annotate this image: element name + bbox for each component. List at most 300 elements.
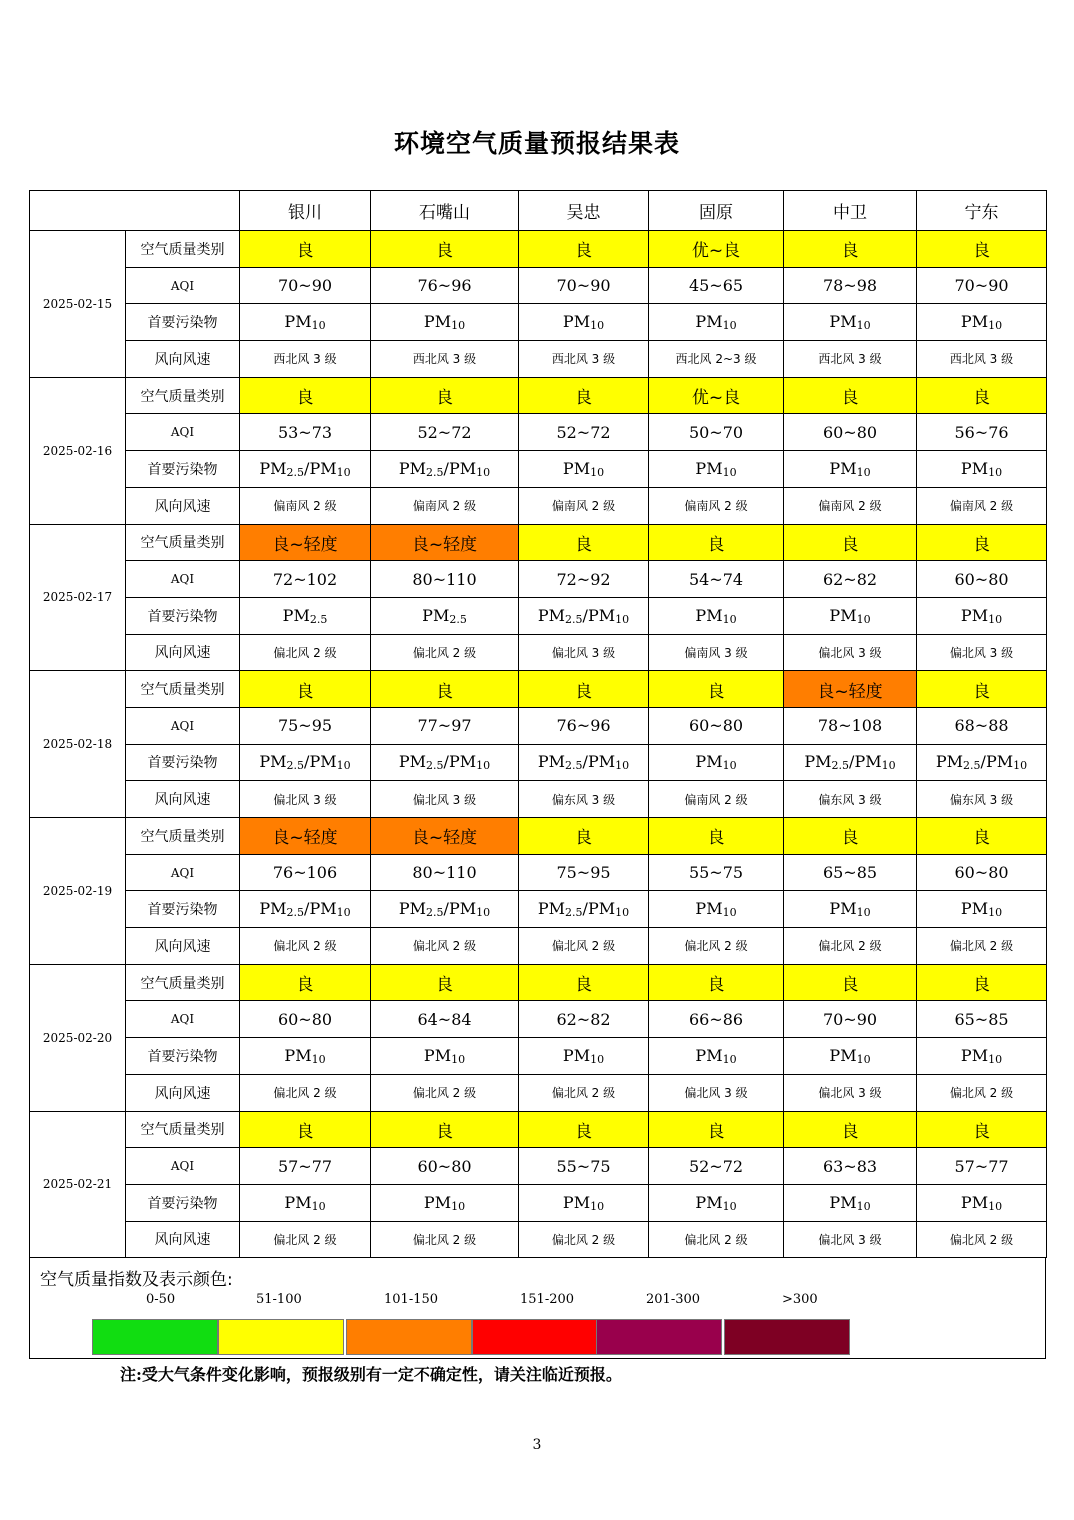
row-aqi — [30, 561, 1047, 598]
aqi-value-cell: 68~88 — [917, 707, 1047, 744]
pollutant-subscript: 10 — [988, 906, 1003, 920]
pollutant-name: PM — [562, 1045, 591, 1065]
pollutant-name: PM — [398, 458, 427, 478]
aqi-value-cell: 56~76 — [917, 414, 1047, 451]
row-label-pollutant: 首要污染物 — [126, 1184, 240, 1221]
quality-category-cell: 良 — [649, 1111, 784, 1148]
primary-pollutant-cell — [519, 1184, 649, 1221]
aqi-value-cell: 54~74 — [649, 561, 784, 598]
primary-pollutant-cell — [784, 891, 917, 928]
row-wind — [30, 781, 1047, 818]
aqi-value-cell: 60~80 — [917, 854, 1047, 891]
pollutant-name: PM — [960, 1045, 989, 1065]
primary-pollutant-cell — [917, 597, 1047, 634]
row-label-category: 空气质量类别 — [126, 671, 240, 708]
primary-pollutant-cell — [784, 1038, 917, 1075]
aqi-value-cell: 70~90 — [784, 1001, 917, 1038]
wind-cell: 西北风 2~3 级 — [649, 341, 784, 378]
quality-category-cell: 良 — [917, 671, 1047, 708]
quality-category-cell: 良 — [649, 964, 784, 1001]
pollutant-subscript: 2.5 — [286, 465, 305, 479]
aqi-value-cell: 60~80 — [240, 1001, 371, 1038]
aqi-value-cell: 45~65 — [649, 267, 784, 304]
city-header: 宁东 — [917, 191, 1047, 231]
primary-pollutant-cell — [649, 891, 784, 928]
primary-pollutant-cell — [917, 304, 1047, 341]
wind-cell: 偏东风 3 级 — [519, 781, 649, 818]
pollutant-name: /PM — [582, 899, 616, 919]
row-label-wind: 风向风速 — [126, 1221, 240, 1258]
city-header: 中卫 — [784, 191, 917, 231]
row-label-aqi: AQI — [126, 414, 240, 451]
page-number: 3 — [532, 1437, 542, 1453]
quality-category-cell: 良 — [240, 964, 371, 1001]
row-pollutant — [30, 1038, 1047, 1075]
quality-category-cell: 优~良 — [649, 377, 784, 414]
aqi-value-cell: 78~108 — [784, 707, 917, 744]
pollutant-name: PM — [695, 605, 723, 625]
pollutant-subscript: 10 — [311, 319, 326, 333]
wind-cell: 偏北风 3 级 — [784, 1221, 917, 1258]
row-aqi — [30, 854, 1047, 891]
row-aqi — [30, 414, 1047, 451]
forecast-table — [29, 190, 1047, 1258]
pollutant-name: /PM — [304, 458, 337, 478]
date-cell: 2025-02-18 — [30, 671, 126, 818]
row-label-category: 空气质量类别 — [126, 524, 240, 561]
wind-cell: 偏南风 2 级 — [784, 487, 917, 524]
primary-pollutant-cell — [917, 891, 1047, 928]
pollutant-subscript: 10 — [722, 759, 737, 773]
row-category — [30, 231, 1047, 268]
quality-category-cell: 良~轻度 — [371, 818, 519, 855]
quality-category-cell: 良 — [519, 524, 649, 561]
primary-pollutant-cell — [519, 1038, 649, 1075]
wind-cell: 偏北风 2 级 — [371, 634, 519, 671]
pollutant-name: /PM — [980, 752, 1014, 772]
quality-category-cell: 良 — [784, 231, 917, 268]
pollutant-subscript: 10 — [336, 759, 351, 773]
wind-cell: 偏北风 3 级 — [649, 1074, 784, 1111]
aqi-value-cell: 76~106 — [240, 854, 371, 891]
pollutant-subscript: 10 — [590, 465, 605, 479]
row-label-aqi: AQI — [126, 561, 240, 598]
wind-cell: 西北风 3 级 — [917, 341, 1047, 378]
quality-category-cell: 优~良 — [649, 231, 784, 268]
row-label-category: 空气质量类别 — [126, 377, 240, 414]
pollutant-name: PM — [398, 899, 427, 919]
wind-cell: 偏北风 2 级 — [519, 1074, 649, 1111]
primary-pollutant-cell — [519, 304, 649, 341]
row-label-wind: 风向风速 — [126, 634, 240, 671]
primary-pollutant-cell — [240, 304, 371, 341]
aqi-value-cell: 52~72 — [371, 414, 519, 451]
legend-color-swatch — [472, 1319, 598, 1355]
primary-pollutant-cell — [240, 1184, 371, 1221]
pollutant-subscript: 10 — [722, 1052, 737, 1066]
primary-pollutant-cell — [917, 1184, 1047, 1221]
pollutant-subscript: 10 — [988, 465, 1003, 479]
legend-color-swatch — [346, 1319, 472, 1355]
pollutant-name: PM — [259, 752, 287, 772]
quality-category-cell: 良 — [519, 671, 649, 708]
pollutant-name: PM — [259, 458, 287, 478]
wind-cell: 偏北风 2 级 — [917, 1221, 1047, 1258]
aqi-value-cell: 77~97 — [371, 707, 519, 744]
wind-cell: 偏北风 2 级 — [240, 1074, 371, 1111]
quality-category-cell: 良 — [371, 377, 519, 414]
primary-pollutant-cell — [784, 451, 917, 488]
legend-color-swatch — [596, 1319, 722, 1355]
wind-cell: 偏北风 2 级 — [917, 1074, 1047, 1111]
quality-category-cell: 良 — [917, 377, 1047, 414]
wind-cell: 偏北风 2 级 — [240, 1221, 371, 1258]
pollutant-subscript: 10 — [451, 319, 466, 333]
pollutant-subscript: 10 — [336, 465, 351, 479]
aqi-value-cell: 60~80 — [371, 1148, 519, 1185]
aqi-value-cell: 62~82 — [519, 1001, 649, 1038]
legend-range-label: 101-150 — [384, 1292, 439, 1307]
pollutant-subscript: 2.5 — [426, 759, 444, 773]
date-cell: 2025-02-17 — [30, 524, 126, 671]
header-blank-cell — [30, 191, 240, 231]
quality-category-cell: 良 — [649, 671, 784, 708]
aqi-value-cell: 70~90 — [917, 267, 1047, 304]
primary-pollutant-cell — [371, 597, 519, 634]
wind-cell: 偏南风 3 级 — [649, 634, 784, 671]
row-pollutant — [30, 1184, 1047, 1221]
aqi-value-cell: 62~82 — [784, 561, 917, 598]
pollutant-subscript: 10 — [988, 1199, 1003, 1213]
row-label-wind: 风向风速 — [126, 487, 240, 524]
quality-category-cell: 良 — [371, 231, 519, 268]
quality-category-cell: 良 — [240, 377, 371, 414]
wind-cell: 偏北风 2 级 — [371, 1074, 519, 1111]
aqi-value-cell: 57~77 — [240, 1148, 371, 1185]
row-wind — [30, 1221, 1047, 1258]
row-category — [30, 377, 1047, 414]
pollutant-name: PM — [829, 458, 857, 478]
row-pollutant — [30, 304, 1047, 341]
pollutant-name: PM — [284, 312, 312, 332]
aqi-value-cell: 57~77 — [917, 1148, 1047, 1185]
aqi-value-cell: 75~95 — [519, 854, 649, 891]
primary-pollutant-cell — [784, 744, 917, 781]
quality-category-cell: 良 — [240, 231, 371, 268]
quality-category-cell: 良 — [519, 818, 649, 855]
wind-cell: 偏北风 3 级 — [240, 781, 371, 818]
quality-category-cell: 良 — [649, 524, 784, 561]
primary-pollutant-cell — [649, 744, 784, 781]
pollutant-subscript: 2.5 — [426, 465, 444, 479]
wind-cell: 偏北风 3 级 — [371, 781, 519, 818]
row-category — [30, 818, 1047, 855]
wind-cell: 西北风 3 级 — [519, 341, 649, 378]
wind-cell: 偏东风 3 级 — [917, 781, 1047, 818]
wind-cell: 西北风 3 级 — [371, 341, 519, 378]
pollutant-subscript: 10 — [856, 612, 871, 626]
row-wind — [30, 341, 1047, 378]
pollutant-name: /PM — [443, 752, 477, 772]
aqi-value-cell: 65~85 — [917, 1001, 1047, 1038]
quality-category-cell: 良 — [917, 1111, 1047, 1148]
aqi-color-legend — [29, 1257, 1046, 1359]
quality-category-cell: 良 — [917, 524, 1047, 561]
pollutant-name: /PM — [582, 605, 616, 625]
primary-pollutant-cell — [519, 597, 649, 634]
pollutant-name: PM — [829, 605, 857, 625]
pollutant-name: PM — [284, 1192, 312, 1212]
primary-pollutant-cell — [240, 744, 371, 781]
quality-category-cell: 良 — [784, 818, 917, 855]
pollutant-subscript: 10 — [856, 1052, 871, 1066]
pollutant-name: /PM — [443, 899, 477, 919]
header-row — [30, 191, 1047, 231]
quality-category-cell: 良 — [917, 818, 1047, 855]
pollutant-name: PM — [537, 605, 566, 625]
pollutant-name: PM — [695, 899, 723, 919]
pollutant-name: PM — [935, 752, 964, 772]
primary-pollutant-cell — [371, 891, 519, 928]
wind-cell: 偏南风 2 级 — [649, 487, 784, 524]
aqi-value-cell: 50~70 — [649, 414, 784, 451]
pollutant-subscript: 2.5 — [449, 612, 467, 626]
pollutant-name: PM — [829, 1045, 857, 1065]
row-pollutant — [30, 891, 1047, 928]
pollutant-subscript: 10 — [856, 319, 871, 333]
primary-pollutant-cell — [240, 451, 371, 488]
row-wind — [30, 487, 1047, 524]
row-label-aqi: AQI — [126, 267, 240, 304]
pollutant-subscript: 10 — [988, 319, 1003, 333]
pollutant-subscript: 10 — [615, 612, 630, 626]
aqi-value-cell: 76~96 — [519, 707, 649, 744]
aqi-value-cell: 76~96 — [371, 267, 519, 304]
pollutant-subscript: 2.5 — [286, 906, 305, 920]
aqi-value-cell: 75~95 — [240, 707, 371, 744]
pollutant-name: PM — [960, 458, 989, 478]
wind-cell: 偏北风 2 级 — [784, 928, 917, 965]
pollutant-name: PM — [422, 605, 450, 625]
pollutant-name: PM — [562, 458, 591, 478]
primary-pollutant-cell — [917, 744, 1047, 781]
quality-category-cell: 良 — [519, 377, 649, 414]
pollutant-name: PM — [284, 1045, 312, 1065]
wind-cell: 偏北风 2 级 — [917, 928, 1047, 965]
quality-category-cell: 良 — [240, 1111, 371, 1148]
row-label-aqi: AQI — [126, 707, 240, 744]
quality-category-cell: 良 — [240, 671, 371, 708]
wind-cell: 偏南风 2 级 — [519, 487, 649, 524]
wind-cell: 偏北风 2 级 — [371, 1221, 519, 1258]
aqi-value-cell: 52~72 — [649, 1148, 784, 1185]
pollutant-name: PM — [695, 1045, 723, 1065]
aqi-value-cell: 72~102 — [240, 561, 371, 598]
primary-pollutant-cell — [519, 891, 649, 928]
pollutant-name: PM — [537, 752, 566, 772]
row-category — [30, 524, 1047, 561]
row-category — [30, 1111, 1047, 1148]
wind-cell: 偏南风 2 级 — [371, 487, 519, 524]
row-aqi — [30, 1001, 1047, 1038]
pollutant-subscript: 10 — [590, 1199, 605, 1213]
aqi-value-cell: 65~85 — [784, 854, 917, 891]
primary-pollutant-cell — [784, 304, 917, 341]
row-aqi — [30, 267, 1047, 304]
primary-pollutant-cell — [519, 744, 649, 781]
wind-cell: 偏南风 2 级 — [649, 781, 784, 818]
pollutant-subscript: 10 — [336, 906, 351, 920]
quality-category-cell: 良 — [784, 1111, 917, 1148]
pollutant-subscript: 2.5 — [309, 612, 328, 626]
pollutant-subscript: 10 — [856, 1199, 871, 1213]
pollutant-subscript: 10 — [1013, 759, 1028, 773]
legend-range-label: 0-50 — [146, 1292, 176, 1307]
row-pollutant — [30, 451, 1047, 488]
row-label-pollutant: 首要污染物 — [126, 891, 240, 928]
city-header: 石嘴山 — [371, 191, 519, 231]
primary-pollutant-cell — [649, 1184, 784, 1221]
page-title: 环境空气质量预报结果表 — [393, 129, 680, 158]
pollutant-subscript: 2.5 — [565, 759, 583, 773]
primary-pollutant-cell — [371, 451, 519, 488]
row-label-pollutant: 首要污染物 — [126, 451, 240, 488]
pollutant-name: PM — [423, 1192, 452, 1212]
aqi-value-cell: 55~75 — [649, 854, 784, 891]
row-label-category: 空气质量类别 — [126, 231, 240, 268]
row-label-wind: 风向风速 — [126, 1074, 240, 1111]
pollutant-subscript: 10 — [476, 759, 491, 773]
pollutant-name: PM — [804, 752, 832, 772]
pollutant-name: PM — [829, 1192, 857, 1212]
row-label-wind: 风向风速 — [126, 781, 240, 818]
pollutant-name: PM — [695, 1192, 723, 1212]
primary-pollutant-cell — [371, 304, 519, 341]
pollutant-subscript: 2.5 — [963, 759, 981, 773]
aqi-value-cell: 80~110 — [371, 561, 519, 598]
quality-category-cell: 良~轻度 — [784, 671, 917, 708]
row-wind — [30, 634, 1047, 671]
pollutant-subscript: 10 — [722, 1199, 737, 1213]
pollutant-name: /PM — [304, 752, 337, 772]
pollutant-subscript: 10 — [590, 319, 605, 333]
pollutant-name: PM — [562, 1192, 591, 1212]
row-category — [30, 964, 1047, 1001]
legend-color-swatch — [92, 1319, 218, 1355]
aqi-value-cell: 60~80 — [784, 414, 917, 451]
pollutant-name: PM — [537, 899, 566, 919]
aqi-value-cell: 60~80 — [649, 707, 784, 744]
row-aqi — [30, 1148, 1047, 1185]
pollutant-name: /PM — [582, 752, 616, 772]
pollutant-subscript: 10 — [615, 759, 630, 773]
quality-category-cell: 良 — [649, 818, 784, 855]
pollutant-subscript: 10 — [988, 1052, 1003, 1066]
wind-cell: 偏北风 2 级 — [519, 1221, 649, 1258]
row-label-wind: 风向风速 — [126, 928, 240, 965]
pollutant-subscript: 2.5 — [426, 906, 444, 920]
quality-category-cell: 良 — [784, 964, 917, 1001]
quality-category-cell: 良 — [917, 231, 1047, 268]
pollutant-subscript: 10 — [451, 1199, 466, 1213]
date-cell: 2025-02-21 — [30, 1111, 126, 1258]
aqi-value-cell: 80~110 — [371, 854, 519, 891]
wind-cell: 偏北风 3 级 — [519, 634, 649, 671]
wind-cell: 偏北风 2 级 — [240, 928, 371, 965]
pollutant-name: PM — [398, 752, 427, 772]
primary-pollutant-cell — [240, 891, 371, 928]
aqi-value-cell: 60~80 — [917, 561, 1047, 598]
primary-pollutant-cell — [240, 597, 371, 634]
pollutant-name: PM — [423, 1045, 452, 1065]
primary-pollutant-cell — [784, 1184, 917, 1221]
primary-pollutant-cell — [371, 1038, 519, 1075]
city-header: 吴忠 — [519, 191, 649, 231]
quality-category-cell: 良 — [371, 964, 519, 1001]
wind-cell: 偏北风 2 级 — [649, 1221, 784, 1258]
row-label-pollutant: 首要污染物 — [126, 597, 240, 634]
primary-pollutant-cell — [649, 304, 784, 341]
pollutant-name: /PM — [304, 899, 337, 919]
aqi-value-cell: 70~90 — [240, 267, 371, 304]
quality-category-cell: 良~轻度 — [240, 818, 371, 855]
aqi-value-cell: 78~98 — [784, 267, 917, 304]
legend-range-label: 51-100 — [256, 1292, 302, 1307]
wind-cell: 偏北风 2 级 — [371, 928, 519, 965]
wind-cell: 偏北风 3 级 — [917, 634, 1047, 671]
quality-category-cell: 良~轻度 — [371, 524, 519, 561]
legend-color-swatch — [218, 1319, 344, 1355]
aqi-value-cell: 52~72 — [519, 414, 649, 451]
pollutant-subscript: 10 — [881, 759, 896, 773]
primary-pollutant-cell — [917, 451, 1047, 488]
date-cell: 2025-02-15 — [30, 231, 126, 378]
pollutant-name: PM — [259, 899, 287, 919]
row-pollutant — [30, 597, 1047, 634]
pollutant-subscript: 2.5 — [286, 759, 305, 773]
pollutant-name: PM — [829, 899, 857, 919]
pollutant-subscript: 10 — [722, 319, 737, 333]
quality-category-cell: 良 — [519, 231, 649, 268]
wind-cell: 偏北风 2 级 — [240, 634, 371, 671]
pollutant-name: PM — [695, 752, 723, 772]
pollutant-name: PM — [960, 899, 989, 919]
pollutant-subscript: 10 — [311, 1052, 326, 1066]
wind-cell: 偏北风 3 级 — [784, 634, 917, 671]
city-header: 固原 — [649, 191, 784, 231]
pollutant-subscript: 10 — [722, 906, 737, 920]
pollutant-name: PM — [282, 605, 310, 625]
quality-category-cell: 良 — [519, 964, 649, 1001]
row-label-category: 空气质量类别 — [126, 964, 240, 1001]
wind-cell: 偏北风 2 级 — [649, 928, 784, 965]
primary-pollutant-cell — [519, 451, 649, 488]
quality-category-cell: 良 — [917, 964, 1047, 1001]
row-label-aqi: AQI — [126, 854, 240, 891]
pollutant-subscript: 10 — [311, 1199, 326, 1213]
pollutant-name: PM — [695, 458, 723, 478]
aqi-value-cell: 53~73 — [240, 414, 371, 451]
pollutant-subscript: 10 — [722, 612, 737, 626]
row-pollutant — [30, 744, 1047, 781]
wind-cell: 偏南风 2 级 — [240, 487, 371, 524]
wind-cell: 偏北风 3 级 — [784, 1074, 917, 1111]
pollutant-subscript: 10 — [856, 465, 871, 479]
pollutant-name: PM — [960, 312, 989, 332]
aqi-value-cell: 66~86 — [649, 1001, 784, 1038]
quality-category-cell: 良 — [371, 1111, 519, 1148]
aqi-value-cell: 70~90 — [519, 267, 649, 304]
